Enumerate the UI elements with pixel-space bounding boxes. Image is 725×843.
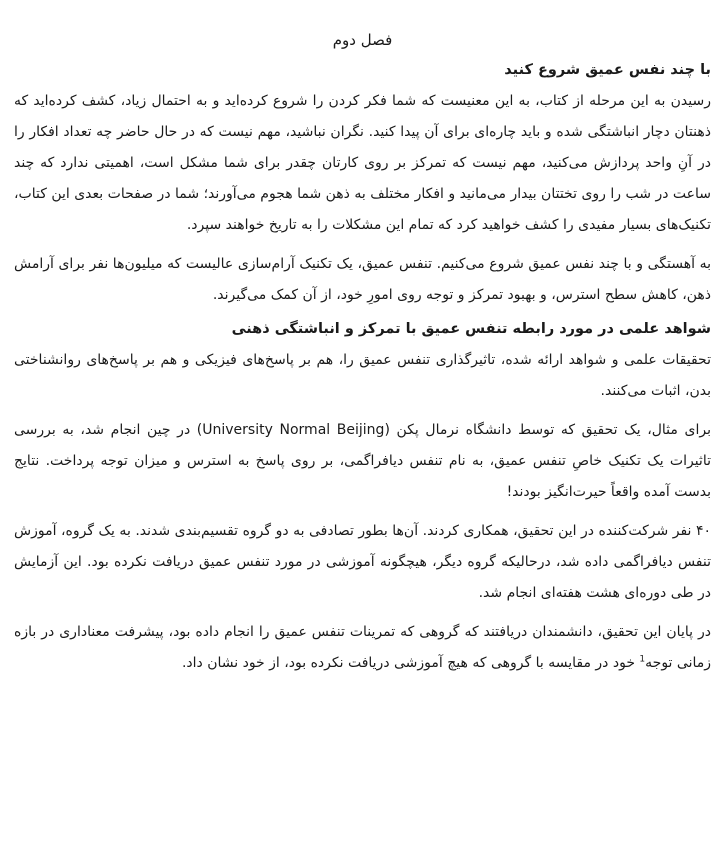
paragraph-conclusion (14, 617, 711, 679)
paragraph-beijing-study (14, 415, 711, 508)
university-name-latin: University Normal Beijing (202, 422, 385, 438)
beijing-study-text-end: ) در چین انجام شد، به بررسی تاثیرات یک تکنیک خاصِ تنفس عمیق، به نام تنفس دیافراگمی، بر روی پاسخ به استرس و میزان توجه پرداخت. نتایج بدست آمده واقعاً حیرت‌انگیز بودند! (14, 422, 711, 500)
beijing-study-text-start: برای مثال، یک تحقیق که توسط دانشگاه نرمال پکن ( (384, 422, 711, 438)
paragraph-deep-breathing: به آهستگی و با چند نفس عمیق شروع می‌کنیم. تنفس عمیق، یک تکنیک آرام‌سازی عالیست که میلیون‌ها نفر برای آرامش ذهن، کاهش سطح استرس، و بهبود تمرکز و توجه روی امورِ خود، از آن کمک می‌گیرند. (14, 256, 711, 303)
paragraph-participants: ۴۰ نفر شرکت‌کننده در این تحقیق، همکاری کردند. آن‌ها بطور تصادفی به دو گروه تقسیم‌بندی شدند. به یک گروه، آموزش تنفس دیافراگمی داده شد، درحالیکه گروه دیگر، هیچگونه آموزشی در مورد تنفس عمیق دریافت نکرده بود. این آزمایش در طی دوره‌ای هشت هفته‌ای انجام شد. (14, 523, 711, 601)
conclusion-text-end: خود در مقایسه با گروهی که هیچ آموزشی دریافت نکرده بود، از خود نشان داد. (181, 655, 640, 671)
chapter-title: فصل دوم (332, 31, 393, 49)
paragraph-research-evidence: تحقیقات علمی و شواهد ارائه شده، تاثیرگذاری تنفس عمیق را، هم بر پاسخ‌های فیزیکی و هم بر پاسخ‌های روانشناختی بدن، اثبات می‌کنند. (14, 352, 711, 399)
conclusion-text-start: در پایان این تحقیق، دانشمندان دریافتند که گروهی که تمرینات تنفس عمیق را انجام داده بود، پیشرفت معناداری در بازه زمانی توجه (14, 624, 711, 671)
footnote-marker: 1 (639, 654, 646, 665)
section-heading-scientific-evidence: شواهد علمی در مورد رابطه تنفس عمیق با تمرکز و انباشتگی ذهنی (231, 321, 711, 337)
document-page (14, 30, 711, 687)
paragraph-intro: رسیدن به این مرحله از کتاب، به این معنیست که شما فکر کردن را شروع کرده‌اید و به احتمال زیاد، کشف کرده‌اید که ذهنتان دچار انباشتگی شده و باید چاره‌ای برای آن پیدا کنید. نگران نباشید، مهم نیست که در حال حاضر چه تعداد افکار را در آنِ واحد پردازش می‌کنید، مهم نیست که تمرکز بر روی کارتان چقدر برای شما مشکل است، اهمیتی ندارد که چند ساعت در شب را روی تختتان بیدار می‌مانید و افکار مختلف به ذهن شما هجوم می‌آورند؛ شما در صفحات بعدی این کتاب، تکنیک‌های بسیار مفیدی را کشف خواهید کرد که تمام این مشکلات را به تاریخ خواهند سپرد. (14, 93, 711, 233)
section-heading-deep-breaths: با چند نفس عمیق شروع کنید (504, 62, 711, 78)
